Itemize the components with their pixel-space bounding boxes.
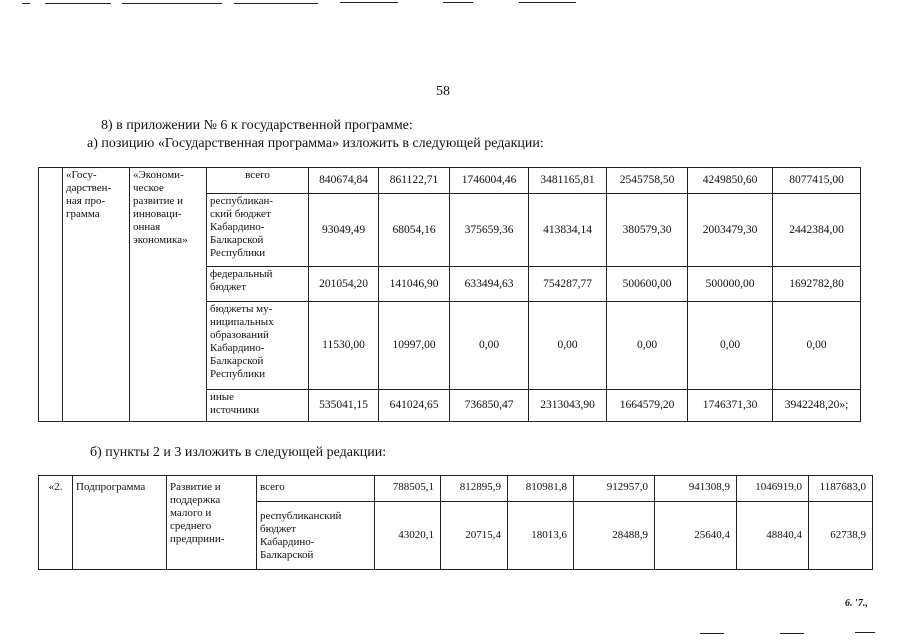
amount-cell: 28488,9 (574, 502, 655, 570)
page-number: 58 (436, 84, 450, 99)
amount-cell: 2313043,90 (529, 390, 607, 422)
amount-cell: 1187683,0 (809, 476, 873, 502)
scan-line (700, 633, 724, 634)
amount-cell: 380579,30 (607, 194, 688, 267)
amount-cell: 2442384,00 (773, 194, 861, 267)
funding-source-cell: бюджеты му- ниципальных образований Кабардино- Балкарской Республики (207, 302, 309, 390)
scan-line (855, 632, 875, 633)
amount-cell: 0,00 (450, 302, 529, 390)
scan-line (340, 2, 398, 3)
paragraph-b: б) пункты 2 и 3 изложить в следующей редакции: (90, 445, 387, 460)
amount-cell: 18013,6 (508, 502, 574, 570)
amount-cell: 736850,47 (450, 390, 529, 422)
program-name-cell: «Экономи- ческое развитие и инноваци- онная экономика» (130, 168, 207, 422)
amount-cell: 62738,9 (809, 502, 873, 570)
paragraph-8: 8) в приложении № 6 к государственной программе: (101, 118, 413, 133)
amount-cell: 0,00 (688, 302, 773, 390)
row-number-cell (39, 168, 63, 422)
subprogram-funding-table (38, 475, 873, 570)
amount-cell: 3481165,81 (529, 168, 607, 194)
scan-line (22, 3, 30, 4)
scan-line (234, 3, 318, 4)
paragraph-a: а) позицию «Государственная программа» изложить в следующей редакции: (87, 136, 544, 151)
funding-source-cell: всего (257, 476, 375, 502)
amount-cell: 1746004,46 (450, 168, 529, 194)
amount-cell: 1692782,80 (773, 267, 861, 302)
amount-cell: 1664579,20 (607, 390, 688, 422)
amount-cell: 840674,84 (309, 168, 379, 194)
amount-cell: 810981,8 (508, 476, 574, 502)
funding-source-cell: республикан- ский бюджет Кабардино- Балкарской Республики (207, 194, 309, 267)
table-row (39, 476, 873, 502)
amount-cell: 500000,00 (688, 267, 773, 302)
amount-cell: 941308,9 (655, 476, 737, 502)
amount-cell: 788505,1 (375, 476, 441, 502)
amount-cell: 0,00 (607, 302, 688, 390)
amount-cell: 201054,20 (309, 267, 379, 302)
amount-cell: 141046,90 (379, 267, 450, 302)
amount-cell: 3942248,20»; (773, 390, 861, 422)
amount-cell: 812895,9 (441, 476, 508, 502)
corner-marks: 6. ′7., (845, 598, 868, 609)
amount-cell: 500600,00 (607, 267, 688, 302)
amount-cell: 641024,65 (379, 390, 450, 422)
amount-cell: 413834,14 (529, 194, 607, 267)
amount-cell: 1746371,30 (688, 390, 773, 422)
item-number-cell: «2. (39, 476, 73, 570)
funding-source-cell: иные источники (207, 390, 309, 422)
amount-cell: 93049,49 (309, 194, 379, 267)
amount-cell: 20715,4 (441, 502, 508, 570)
program-funding-table (38, 167, 861, 422)
funding-source-cell: федеральный бюджет (207, 267, 309, 302)
amount-cell: 2003479,30 (688, 194, 773, 267)
subprogram-title-cell: Развитие и поддержка малого и среднего предприни- (167, 476, 257, 570)
amount-cell: 754287,77 (529, 267, 607, 302)
amount-cell: 1046919,0 (737, 476, 809, 502)
amount-cell: 912957,0 (574, 476, 655, 502)
amount-cell: 535041,15 (309, 390, 379, 422)
funding-source-cell: всего (207, 168, 309, 194)
subprogram-label-cell: Подпрограмма (73, 476, 167, 570)
scan-line (519, 2, 576, 3)
amount-cell: 68054,16 (379, 194, 450, 267)
amount-cell: 48840,4 (737, 502, 809, 570)
amount-cell: 11530,00 (309, 302, 379, 390)
scan-line (122, 3, 222, 4)
amount-cell: 0,00 (773, 302, 861, 390)
amount-cell: 25640,4 (655, 502, 737, 570)
scan-line (45, 3, 111, 4)
scan-line (443, 2, 473, 3)
table-row (39, 168, 861, 194)
scan-line (780, 633, 804, 634)
amount-cell: 10997,00 (379, 302, 450, 390)
amount-cell: 861122,71 (379, 168, 450, 194)
amount-cell: 4249850,60 (688, 168, 773, 194)
amount-cell: 43020,1 (375, 502, 441, 570)
amount-cell: 2545758,50 (607, 168, 688, 194)
amount-cell: 633494,63 (450, 267, 529, 302)
funding-source-cell: республиканский бюджет Кабардино- Балкарской (257, 502, 375, 570)
program-type-cell: «Госу- дарствен- ная про- грамма (63, 168, 130, 422)
amount-cell: 0,00 (529, 302, 607, 390)
amount-cell: 375659,36 (450, 194, 529, 267)
amount-cell: 8077415,00 (773, 168, 861, 194)
